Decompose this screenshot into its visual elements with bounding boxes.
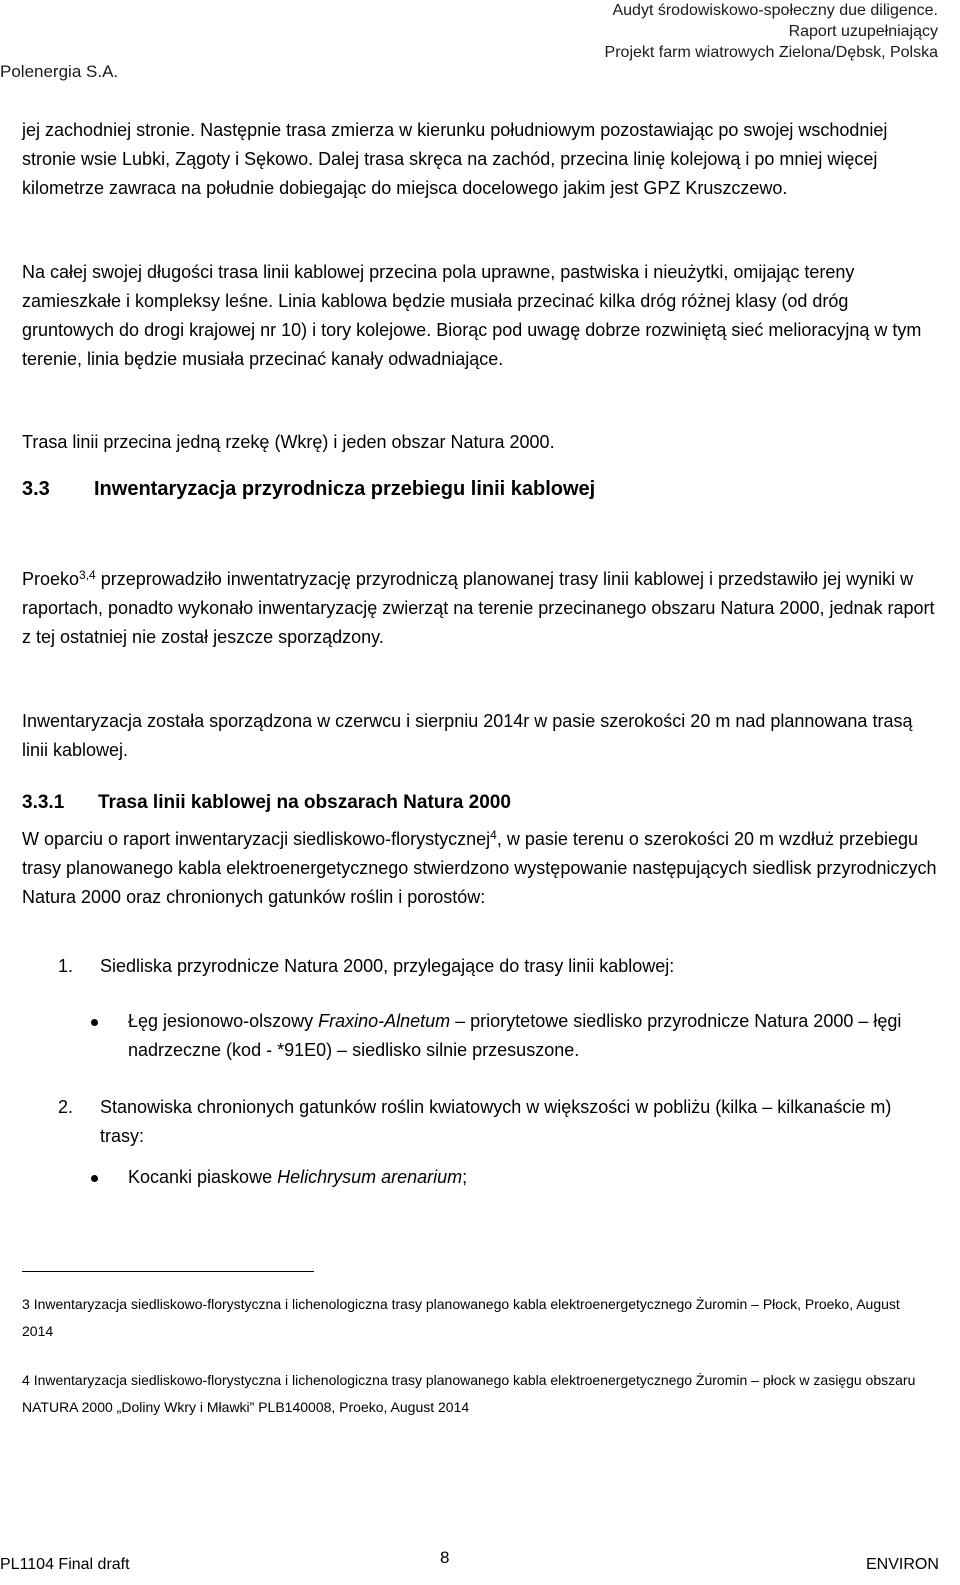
bullet-icon xyxy=(91,1175,98,1182)
text-run: Łęg jesionowo-olszowy xyxy=(128,1011,319,1031)
footnote-separator xyxy=(22,1271,314,1272)
section-number: 3.3.1 xyxy=(22,792,65,813)
paragraph-route-description: jej zachodniej stronie. Następnie trasa zmierza w kierunku południowym pozostawiając po swojej wschodniej stronie wsie Lubki, Zągoty i Sękowo. Dalej trasa skręca na zachód, przecina linię kolejową i po mniej więcej kilometrze zawraca na południe dobiegając do miejsca docelowego jakim jest GPZ Kruszczewo. xyxy=(22,120,888,198)
footnote-reference: 4 xyxy=(490,828,497,842)
list-item-text: Stanowiska chronionych gatunków roślin kwiatowych w większości w pobliżu (kilka – kilkanaście m) trasy: xyxy=(100,1097,892,1146)
section-title: Inwentaryzacja przyrodnicza przebiegu linii kablowej xyxy=(94,478,596,500)
footer-document-id: PL1104 Final draft xyxy=(0,1556,130,1573)
text-run: W oparciu o raport inwentaryzacji siedliskowo-florystycznej xyxy=(22,829,491,849)
list-item-text: Siedliska przyrodnicze Natura 2000, przylegające do trasy linii kablowej: xyxy=(100,956,675,976)
paragraph-inventory-dates: Inwentaryzacja została sporządzona w czerwcu i sierpniu 2014r w pasie szerokości 20 m nad plannowana trasą linii kablowej. xyxy=(22,711,913,760)
list-number: 1. xyxy=(58,956,74,976)
section-number: 3.3 xyxy=(22,478,50,500)
list-item xyxy=(58,1093,938,1151)
section-title: Trasa linii kablowej na obszarach Natura 2000 xyxy=(98,792,511,813)
section-heading-3-3 xyxy=(22,478,595,501)
text-run: Proeko xyxy=(22,569,80,589)
text-run: – priorytetowe siedlisko przyrodnicze Natura 2000 – łęgi nadrzeczne (kod - *91E0) – siedlisko silnie przesuszone. xyxy=(128,1011,902,1060)
latin-name: Helichrysum arenarium xyxy=(277,1167,463,1187)
paragraph-river-natura: Trasa linii przecina jedną rzekę (Wkrę) i jeden obszar Natura 2000. xyxy=(22,432,555,452)
footer-company: ENVIRON xyxy=(866,1556,939,1573)
header-line-2: Raport uzupełniający xyxy=(788,23,938,40)
footnote xyxy=(22,1367,922,1421)
text-run: , w pasie terenu o szerokości 20 m wzdłuż przebiegu trasy planowanego kabla elektroenergetycznego stwierdzono występowanie następujących siedlisk przyrodniczych Natura 2000 oraz chronionych gatunków roślin i porostów: xyxy=(22,829,937,907)
section-heading-3-3-1 xyxy=(22,792,511,814)
paragraph-proeko-inventory xyxy=(22,565,942,652)
footnote-number: 4 xyxy=(22,1372,30,1388)
text-run: przeprowadziło inwentatryzację przyrodniczą planowanej trasy linii kablowej i przedstawiło jej wyniki w raportach, ponadto wykonało inwentaryzację zwierząt na terenie przecinanego obszaru Natura 2000, jednak raport z tej ostatniej nie został jeszcze sporządzony. xyxy=(22,569,935,647)
bullet-icon xyxy=(91,1019,98,1026)
footnote-number: 3 xyxy=(22,1296,30,1312)
header-line-1: Audyt środowiskowo-społeczny due diligence. xyxy=(612,2,938,19)
text-run: ; xyxy=(462,1167,468,1187)
footnote xyxy=(22,1291,922,1345)
bullet-item-species xyxy=(128,1163,928,1192)
paragraph-habitat-findings xyxy=(22,825,942,912)
latin-name: Fraxino-Alnetum xyxy=(318,1011,451,1031)
footnote-text: Inwentaryzacja siedliskowo-florystyczna i lichenologiczna trasy planowanego kabla elektroenergetycznego Żuromin – Płock, Proeko, August 2014 xyxy=(22,1296,900,1339)
page-number: 8 xyxy=(440,1548,450,1567)
list-number: 2. xyxy=(58,1097,74,1117)
bullet-item-habitat xyxy=(128,1007,928,1065)
text-run: Kocanki piaskowe xyxy=(128,1167,278,1187)
document-header-right xyxy=(605,0,938,63)
footnote-text: Inwentaryzacja siedliskowo-florystyczna i lichenologiczna trasy planowanego kabla elektroenergetycznego Żuromin – płock w zasięgu obszaru NATURA 2000 „Doliny Wkry i Mławki” PLB140008, Proeko, August 2014 xyxy=(22,1372,916,1415)
paragraph-route-crossings: Na całej swojej długości trasa linii kablowej przecina pola uprawne, pastwiska i nieużytki, omijając tereny zamieszkałe i kompleksy leśne. Linia kablowa będzie musiała przecinać kilka dróg różnej klasy (od dróg gruntowych do drogi krajowej nr 10) i tory kolejowe. Biorąc pod uwagę dobrze rozwiniętą sieć melioracyjną w tym terenie, linia będzie musiała przecinać kanały odwadniające. xyxy=(22,262,922,369)
header-line-3: Projekt farm wiatrowych Zielona/Dębsk, Polska xyxy=(604,44,938,61)
company-name: Polenergia S.A. xyxy=(0,62,119,81)
footnote-reference: 3,4 xyxy=(79,568,96,582)
